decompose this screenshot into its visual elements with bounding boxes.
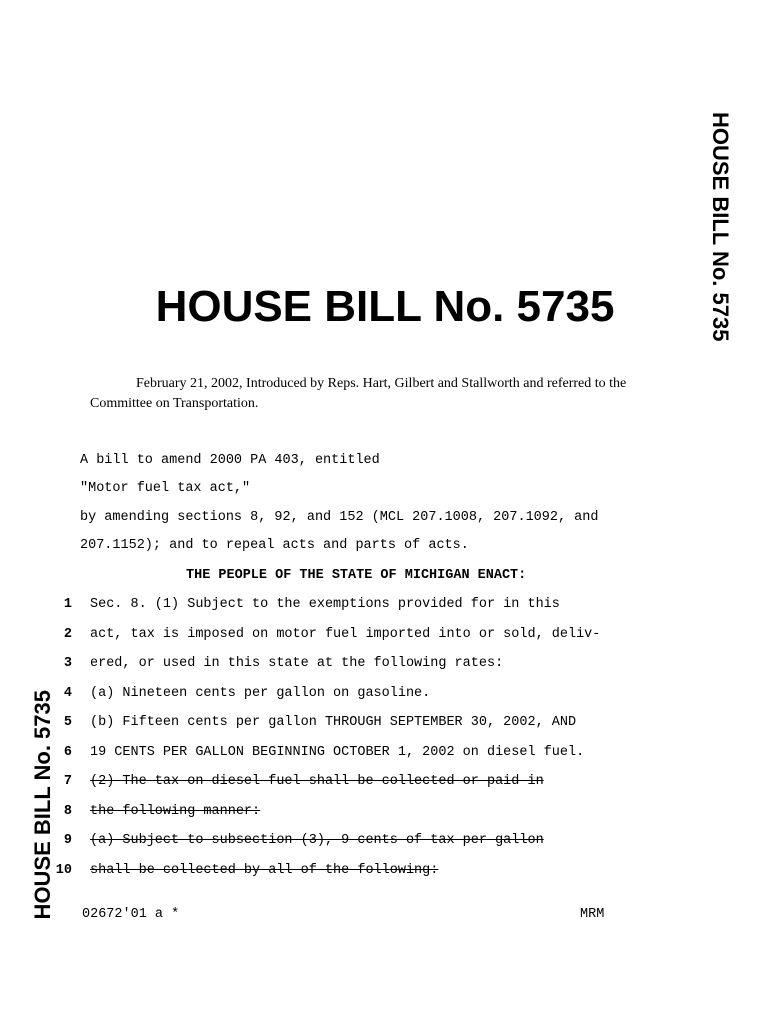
bill-text-line: (a) Nineteen cents per gallon on gasoline. [90,686,431,701]
bill-text-line: ered, or used in this state at the following rates: [90,656,504,671]
line-number: 1 [63,597,72,612]
side-label-left: HOUSE BILL No. 5735 [30,690,55,920]
line-number: 2 [63,627,72,642]
preamble-line: 207.1152); and to repeal acts and parts of acts. [80,538,469,553]
introduction-note [90,374,660,414]
preamble-line: A bill to amend 2000 PA 403, entitled [80,453,380,468]
preamble-line: "Motor fuel tax act," [80,481,251,496]
line-number: 9 [63,833,72,848]
bill-text-line: Sec. 8. (1) Subject to the exemptions provided for in this [90,597,560,612]
line-number: 7 [63,774,72,789]
struck-text-line: the following manner: [90,804,261,819]
line-number: 10 [55,863,72,878]
line-number: 4 [63,686,72,701]
drafter-initials: MRM [580,907,605,922]
bill-title: HOUSE BILL No. 5735 [155,282,615,331]
line-number: 8 [63,804,72,819]
struck-text-line: (a) Subject to subsection (3), 9 cents of tax per gallon [90,833,544,848]
struck-text-line: shall be collected by all of the following: [90,863,439,878]
preamble-line: by amending sections 8, 92, and 152 (MCL 207.1008, 207.1092, and [80,510,599,525]
bill-text-line: 19 CENTS PER GALLON BEGINNING OCTOBER 1, 2002 on diesel fuel. [90,745,585,760]
document-code: 02672'01 a * [82,907,180,922]
bill-text-line: act, tax is imposed on motor fuel imported into or sold, deliv- [90,627,601,642]
introduction-line-2: Committee on Transportation. [90,396,259,411]
side-label-right: HOUSE BILL No. 5735 [708,112,733,342]
line-number: 3 [63,656,72,671]
enacting-clause: THE PEOPLE OF THE STATE OF MICHIGAN ENACT: [186,568,527,583]
struck-text-line: (2) The tax on diesel fuel shall be collected or paid in [90,774,544,789]
line-number: 6 [63,745,72,760]
line-number: 5 [63,715,72,730]
bill-text-line: (b) Fifteen cents per gallon THROUGH SEPTEMBER 30, 2002, AND [90,715,577,730]
introduction-line-1: February 21, 2002, Introduced by Reps. Hart, Gilbert and Stallworth and referred to the [136,376,627,391]
